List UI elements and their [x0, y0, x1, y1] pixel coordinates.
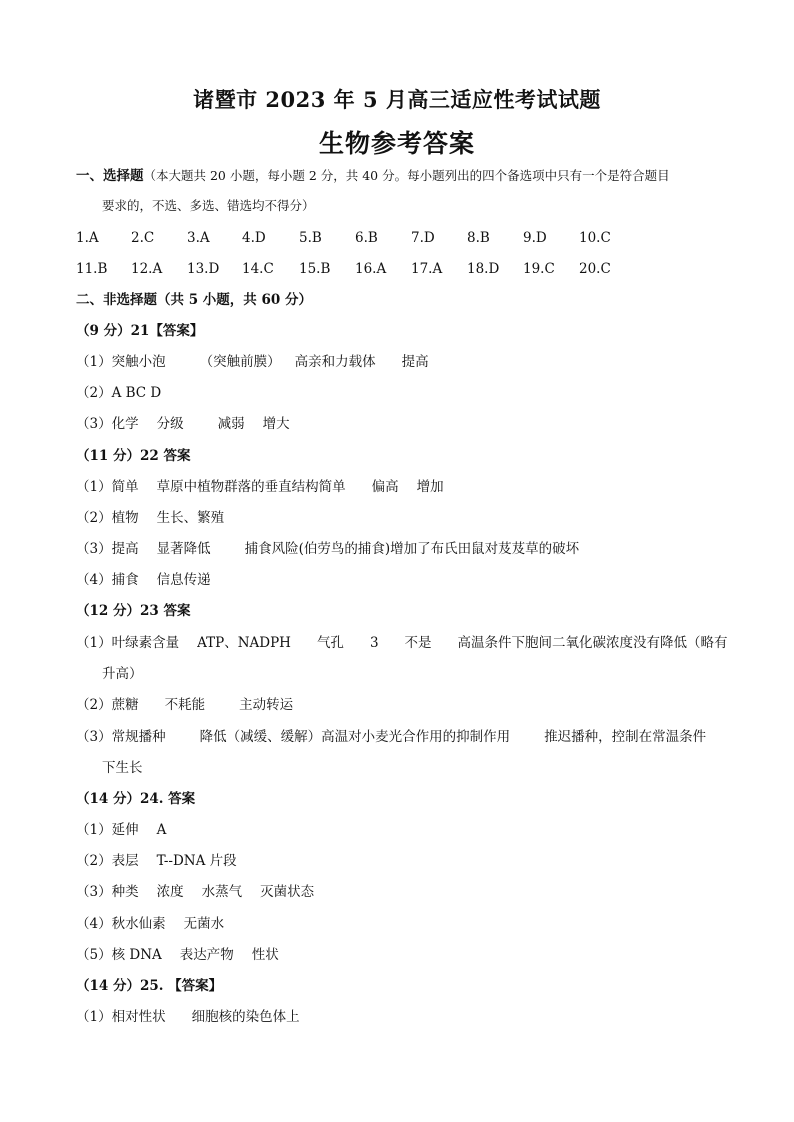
q22-line2	[76, 508, 224, 528]
answer-segment: 高温条件下胞间二氧化碳浓度没有降低（略有	[457, 635, 728, 651]
q22-line3	[76, 539, 579, 559]
q22-line4	[76, 570, 211, 590]
section1-intro	[76, 166, 670, 186]
q21-line2	[76, 383, 161, 403]
answer-segment: 主动转运	[239, 697, 294, 713]
answer-item: 5.B	[299, 230, 322, 246]
answer-item: 15.B	[299, 261, 331, 277]
answer-item: 9.D	[523, 230, 547, 246]
section1-note-line2: 要求的，不选、多选、错选均不得分）	[102, 198, 315, 213]
answer-segment: 生长、繁殖	[156, 510, 225, 526]
answer-item: 16.A	[355, 261, 387, 277]
answer-segment: （2）蔗糖	[76, 697, 139, 713]
answer-segment: 减弱	[217, 416, 245, 432]
q23-line1-cont: 升高）	[102, 666, 143, 682]
answer-segment: （3）种类	[76, 884, 139, 900]
answer-segment: 不是	[404, 635, 432, 651]
section2-heading: 二、非选择题（共 5 小题，共 60 分）	[76, 292, 312, 308]
answer-item: 1.A	[76, 230, 99, 246]
answer-segment: （1）延伸	[76, 822, 139, 838]
answer-segment: 降低（减缓、缓解）高温对小麦光合作用的抑制作用	[199, 729, 511, 745]
answer-segment: （2）表层	[76, 853, 139, 869]
q23-line3	[76, 727, 706, 747]
answer-segment: 无菌水	[183, 916, 225, 932]
q24-line4	[76, 914, 224, 934]
answer-segment: 信息传递	[156, 572, 211, 588]
answer-segment: 提高	[401, 354, 429, 370]
answer-item: 11.B	[76, 261, 108, 277]
answer-segment: A	[156, 822, 167, 838]
q23-header: （12 分）23 答案	[76, 603, 191, 619]
answer-segment: （1）叶绿素含量	[76, 635, 180, 651]
q22-line1	[76, 477, 444, 497]
answer-segment: （1）相对性状	[76, 1009, 166, 1025]
answer-item: 17.A	[411, 261, 443, 277]
answer-subtitle: 生物参考答案	[318, 129, 475, 158]
answer-segment: 推迟播种，控制在常温条件	[544, 729, 707, 745]
answer-segment: 3	[369, 635, 379, 651]
answer-item: 12.A	[131, 261, 163, 277]
answer-item: 6.B	[355, 230, 378, 246]
q24-line5	[76, 945, 279, 965]
answer-item: 13.D	[187, 261, 220, 277]
answer-segment: ATP、NADPH	[197, 635, 291, 651]
q24-line3	[76, 882, 314, 902]
answer-segment: （5）核 DNA	[76, 947, 162, 963]
q24-line2	[76, 851, 237, 871]
answer-segment: 显著降低	[156, 541, 211, 557]
answer-item: 4.D	[242, 230, 266, 246]
answer-segment: T--DNA 片段	[156, 853, 237, 869]
answer-segment: 细胞核的染色体上	[191, 1009, 300, 1025]
q22-header: （11 分）22 答案	[76, 448, 191, 464]
exam-title: 诸暨市 2023 年 5 月高三适应性考试试题	[193, 87, 601, 112]
answer-item: 14.C	[242, 261, 274, 277]
answer-segment: （2）A BC D	[76, 385, 162, 401]
answer-segment: （3）化学	[76, 416, 139, 432]
answer-segment: 增加	[416, 479, 444, 495]
answer-item: 19.C	[523, 261, 555, 277]
answer-segment: 灭菌状态	[260, 884, 315, 900]
answer-segment: （突触前膜）	[199, 354, 281, 370]
q23-line3-cont: 下生长	[102, 760, 143, 776]
answer-segment: （4）秋水仙素	[76, 916, 166, 932]
q24-line1	[76, 820, 166, 840]
answer-item: 3.A	[187, 230, 210, 246]
answer-segment: （2）植物	[76, 510, 139, 526]
q21-line1	[76, 352, 429, 372]
answer-segment: 捕食风险(伯劳鸟的捕食)增加了布氏田鼠对芨芨草的破坏	[244, 541, 580, 557]
answer-segment: 偏高	[371, 479, 399, 495]
answer-segment: （4）捕食	[76, 572, 139, 588]
answer-segment: （3）常规播种	[76, 729, 166, 745]
answer-item: 20.C	[579, 261, 611, 277]
q23-line2	[76, 695, 293, 715]
section1-note-line1: （本大题共 20 小题，每小题 2 分，共 40 分。每小题列出的四个备选项中只有一个是符合题目	[143, 168, 670, 183]
answer-segment: 不耗能	[164, 697, 206, 713]
q25-header: （14 分）25. 【答案】	[76, 978, 223, 994]
q21-header: （9 分）21【答案】	[76, 323, 204, 339]
answer-item: 10.C	[579, 230, 611, 246]
answer-segment: （3）提高	[76, 541, 139, 557]
section1-heading: 一、选择题	[76, 168, 144, 184]
answer-segment: 浓度	[156, 884, 184, 900]
answer-segment: 增大	[262, 416, 290, 432]
answer-segment: （1）简单	[76, 479, 139, 495]
answer-item: 7.D	[411, 230, 435, 246]
q24-header: （14 分）24. 答案	[76, 791, 196, 807]
answer-item: 2.C	[131, 230, 155, 246]
answer-segment: 性状	[251, 947, 279, 963]
answer-segment: （1）突触小泡	[76, 354, 166, 370]
q21-line3	[76, 414, 290, 434]
q25-line1	[76, 1007, 300, 1027]
answer-segment: 表达产物	[179, 947, 234, 963]
answer-item: 18.D	[467, 261, 500, 277]
answer-segment: 分级	[156, 416, 184, 432]
answer-segment: 气孔	[316, 635, 344, 651]
answer-segment: 草原中植物群落的垂直结构简单	[156, 479, 346, 495]
q23-line1	[76, 633, 728, 653]
answer-segment: 水蒸气	[201, 884, 243, 900]
answer-item: 8.B	[467, 230, 490, 246]
answer-segment: 高亲和力载体	[294, 354, 376, 370]
